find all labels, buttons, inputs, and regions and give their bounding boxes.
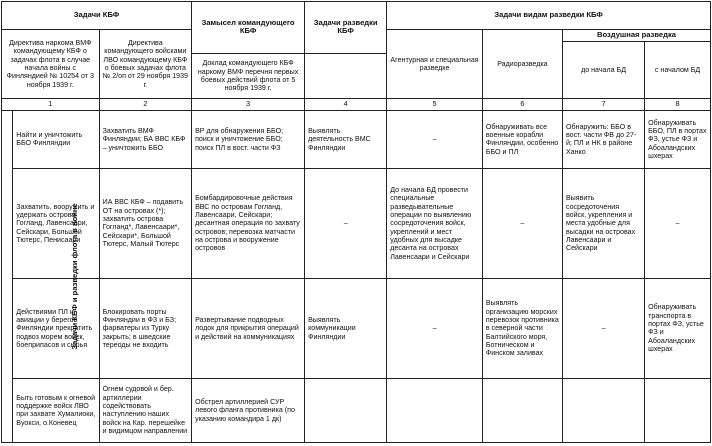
table-cell: –: [645, 168, 711, 278]
table-cell: Выявить сосредоточения войск, укрепления и места удобные для высадки на островах Лавенсаари и Сейскари: [562, 168, 644, 278]
empty-cell: [305, 53, 387, 98]
table-cell: Найти и уничтожить ББО Финляндии: [13, 110, 99, 168]
table-cell: –: [562, 278, 644, 378]
column-number: 6: [482, 98, 562, 110]
header-commander-intent: Замысел командующего КБФ: [192, 2, 305, 54]
table-cell: [387, 378, 483, 442]
column-number: 5: [387, 98, 483, 110]
header-agent-recon: Агентурная и специальная разведке: [387, 30, 483, 99]
sub-header-directive-navy: Директива наркома ВМФ командующему КБФ о задачах флота в случае начала войны с Финляндией № 10254 от 3 ноября 1939 г.: [2, 30, 100, 99]
table-cell: [562, 378, 644, 442]
column-number: 3: [192, 98, 305, 110]
table-cell: Быть готовым к огневой поддержке войск ЛВО при захвате Хумалиоки, Вуокси, о.Коневец: [13, 378, 99, 442]
table-cell: Выявлять коммуникации Финляндии: [305, 278, 387, 378]
table-cell: –: [387, 278, 483, 378]
column-number: 4: [305, 98, 387, 110]
table-cell: ВР для обнаружения ББО; поиск и уничтожение ББО; поиск ПЛ в вост. части ФЗ: [192, 110, 305, 168]
table-cell: Бомбардировочные действия ВВС по островам Гогланд, Лавенсаари, Сейскари; десантная операция по захвату островов; перевозка матчасти на острова и вооружение островов: [192, 168, 305, 278]
table-cell: Обнаруживать транспорта в портах ФЗ, устье ФЗ и Абоаландских шхерах: [645, 278, 711, 378]
table-cell: Огнем судовой и бер. артиллерии содействовать наступлению наших войск на Кар. перешейке и видимцом направлении: [99, 378, 191, 442]
header-air-recon: Воздушная разведка: [562, 30, 710, 42]
table-cell: [305, 378, 387, 442]
header-branch-tasks: Задачи видам разведки КБФ: [387, 2, 711, 30]
header-tasks-kbf: Задачи КБФ: [2, 2, 192, 30]
table-cell: Обнаруживать ББО, ПЛ в портах ФЗ, устье ФЗ и Абоаландских шхерах: [645, 110, 711, 168]
table-cell: ИА ВВС КБФ – подавить ОТ на островах (*); захватить острова Гогланд*, Лавенсаари*, Сейскари*, Большой Тютерс, Малый Тютерс: [99, 168, 191, 278]
table-cell: [645, 378, 711, 442]
column-number: 2: [99, 98, 191, 110]
table-cell: Захватить, вооружить и удержать острова Гогланд, Лавенсаари, Сейскари, Большой Тютерс, Пенисаари: [13, 168, 99, 278]
table-cell: [482, 378, 562, 442]
column-number: 1: [2, 98, 100, 110]
table-cell: Обстрел артиллерией СУР левого фланга противника (по указанию командира 1 дк): [192, 378, 305, 442]
table-cell: До начала БД провести специальные разведывательные операции по выявлению сосредоточения войск, укреплений и мест удобных для высадке десанта на островах Лавенсаари и Сейскари: [387, 168, 483, 278]
header-recon-tasks: Задачи разведки КБФ: [305, 2, 387, 54]
table-cell: Развертывание подводных лодок для прикрытия операций и действий на коммуникациях: [192, 278, 305, 378]
sub-header-commander-report: Доклад командующего КБФ наркому ВМФ перечня первых боевых действий флота от 5 ноября 1939 г.: [192, 53, 305, 98]
kbf-tasks-table: [1, 1, 711, 443]
column-number: 8: [645, 98, 711, 110]
table-cell: –: [387, 110, 483, 168]
header-with-bd: с началом БД: [645, 41, 711, 98]
table-cell: Обнаруживать все военные корабли Финляндии, особенно ББО и ПЛ: [482, 110, 562, 168]
column-number: 7: [562, 98, 644, 110]
table-cell: –: [482, 168, 562, 278]
header-before-bd: до начала БД: [562, 41, 644, 98]
table-cell: Блокировать порты Финляндии в ФЗ и БЗ; фарватеры из Турку закрыть; в шведские тереоды не входить: [99, 278, 191, 378]
table-cell: Выявлять деятельность ВМС Финляндии: [305, 110, 387, 168]
table-cell: Обнаружить: ББО в вост. части ФВ до 27-й; ПЛ и НК в районе Ханко: [562, 110, 644, 168]
table-cell: Действиями ПЛ и авиации у берегов Финляндии прекратить подвоз морем войск, боеприпасов и сырья: [13, 278, 99, 378]
table-cell: Захватить ВМФ Финляндии; БА ВВС КБФ – уничтожить ББО: [99, 110, 191, 168]
table-cell: –: [305, 168, 387, 278]
side-label-text: Задачи КБФ и разведки флота в войне: [69, 203, 79, 350]
header-radio-recon: Радиоразведка: [482, 30, 562, 99]
table-cell: Выявлять организацию морских перевозок противника в северной части Балтийского моря, Ботническом и Финском заливах: [482, 278, 562, 378]
sub-header-directive-lvo: Директива командующего войсками ЛВО командующему КБФ о боевых задачах флота № 2/оп от 29 ноября 1939 г.: [99, 30, 191, 99]
